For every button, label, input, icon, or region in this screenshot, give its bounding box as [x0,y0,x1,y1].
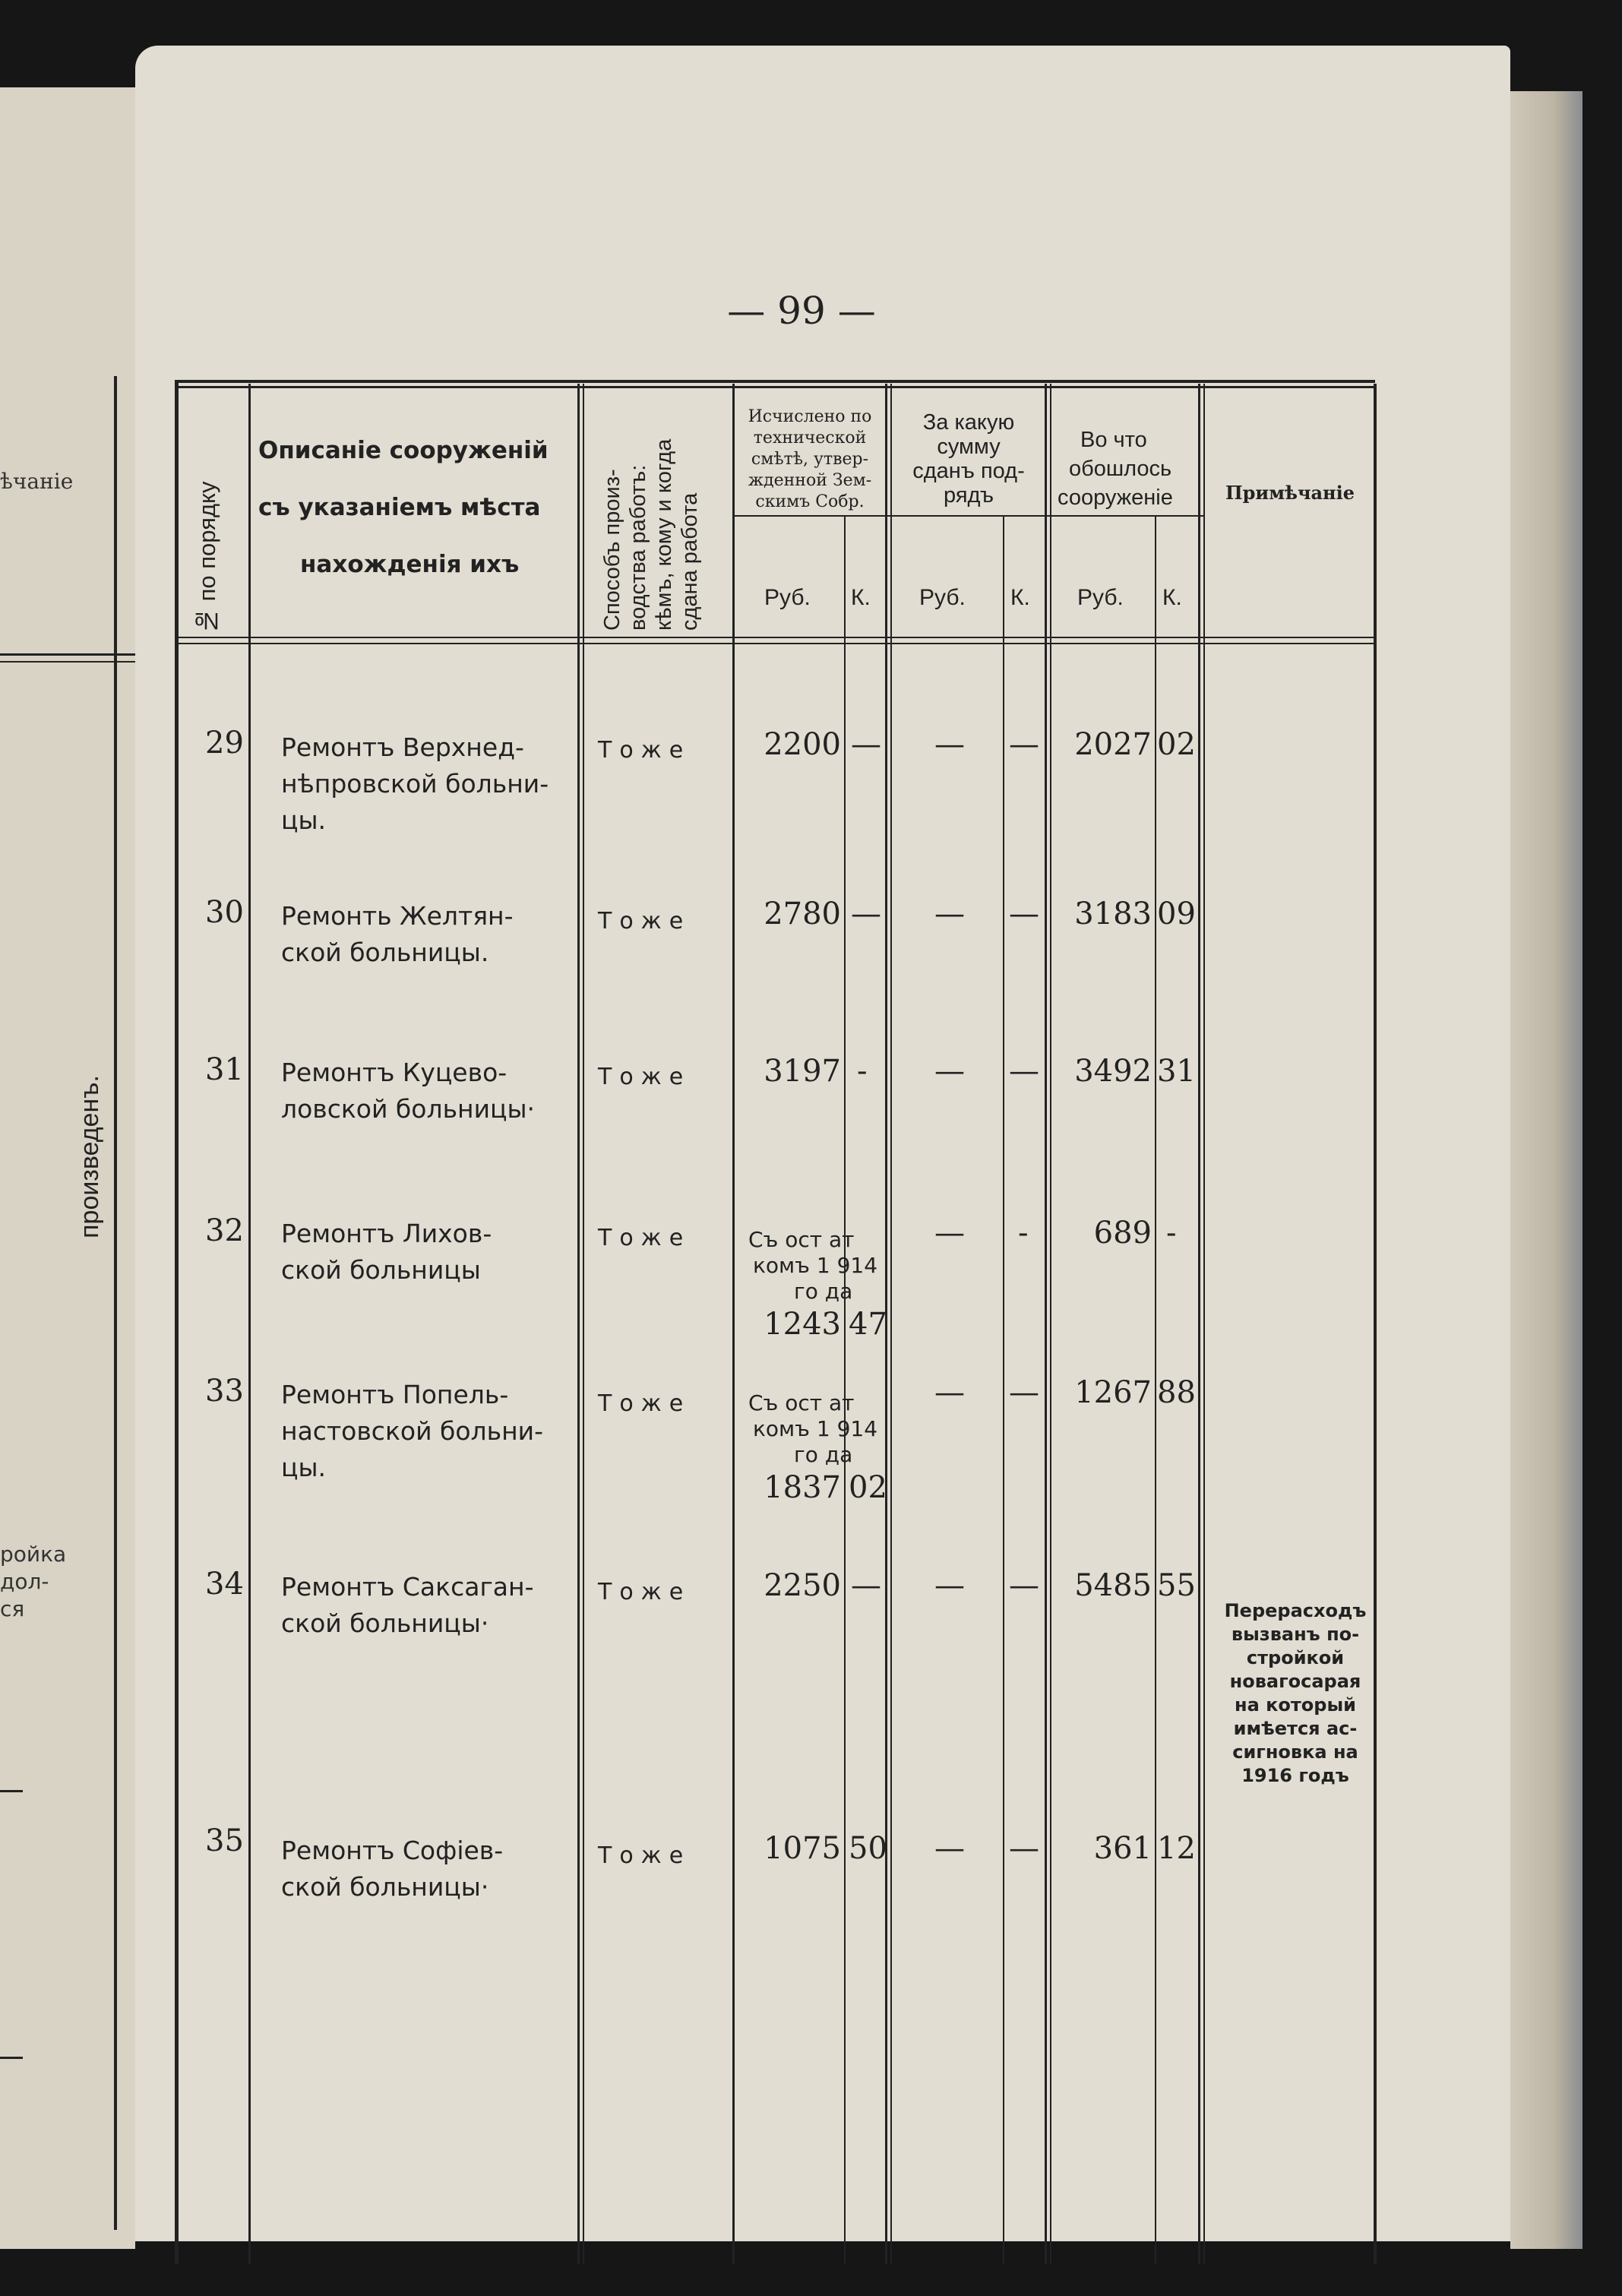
header-cost [1058,425,1173,512]
header-est-kop: К. [851,585,871,610]
row-method: Тоже [598,1225,691,1251]
note-line: вызванъ по- [1231,1624,1360,1645]
header-contract-line-2: сумму [937,435,1001,459]
est-remnant [748,1390,885,1468]
left-vertical-fragment: произведенъ. [75,1075,104,1238]
header-contract-line-4: рядъ [944,483,994,508]
cost-kop: - [1166,1216,1177,1251]
desc-line: нѣпровской больни- [281,769,549,799]
cost-rub: 5485 [1074,1568,1152,1603]
note-line: на который [1234,1694,1356,1716]
header-contract [892,410,1045,508]
note-line: стройкой [1246,1647,1345,1668]
est-rub: 2780 [764,897,841,931]
cost-kop: 12 [1157,1831,1196,1866]
header-cost-line-2: обошлось [1069,457,1172,481]
con-kop: — [1009,897,1039,931]
row-number: 29 [205,726,244,761]
header-cost-rub: Руб. [1077,585,1124,610]
row-number: 32 [205,1213,244,1248]
est-kop: — [851,727,881,762]
cost-kop: 31 [1157,1054,1196,1089]
cost-kop: 09 [1157,897,1196,931]
left-page-fragment [0,87,135,2249]
header-cost-line-3: сооруженіе [1058,485,1173,510]
row-number: 33 [205,1374,244,1409]
desc-line: Ремонтъ Лихов- [281,1219,492,1248]
row-number: 35 [205,1823,244,1858]
row-description [281,1377,577,1486]
header-estimate-line-3: смѣтѣ, утвер- [751,450,869,469]
header-method-line-4: сдана работа [678,492,702,631]
left-note-line-2: дол- [0,1569,49,1594]
desc-line: Ремонтъ Попель- [281,1380,509,1409]
est-kop: 02 [849,1470,887,1505]
header-estimate-line-4: жденной Зем- [748,471,872,490]
row-method: Тоже [598,908,691,935]
header-con-rub: Руб. [919,585,966,610]
row-description [281,1569,577,1642]
row-description [281,1055,577,1127]
cost-rub: 2027 [1074,727,1152,762]
left-note-line-1: ройка [0,1542,67,1567]
desc-line: ской больницы [281,1255,481,1285]
desc-line: ловской больницы· [281,1094,536,1124]
con-rub: — [934,897,965,931]
con-rub: — [934,1375,965,1410]
desc-line: ской больницы· [281,1608,489,1638]
cost-rub: 361 [1093,1831,1152,1866]
con-kop: — [1009,1054,1039,1089]
con-kop: — [1009,1568,1039,1603]
remnant-line: Съ ост ат [748,1227,855,1252]
cost-rub: 689 [1093,1216,1152,1251]
con-kop: - [1018,1216,1029,1251]
header-con-kop: К. [1010,585,1030,610]
header-estimate [735,406,885,513]
header-remarks: Примѣчаніе [1225,482,1355,504]
con-rub: — [934,1216,965,1251]
remnant-line: комъ 1 914 [753,1253,878,1278]
cost-rub: 3183 [1074,897,1152,931]
con-kop: — [1009,727,1039,762]
cost-kop: 88 [1157,1375,1196,1410]
row-description [281,1216,577,1289]
note-line: новагосарая [1229,1671,1361,1692]
row-number: 30 [205,895,244,930]
cost-rub: 1267 [1074,1375,1152,1410]
desc-line: Ремонтъ Куцево- [281,1058,507,1087]
desc-line: настовской больни- [281,1416,544,1446]
desc-line: Ремонтъ Саксаган- [281,1572,534,1602]
header-cost-kop: К. [1162,585,1182,610]
remnant-line: го да [794,1279,853,1304]
note-line: имѣется ас- [1233,1718,1358,1739]
cost-rub: 3492 [1074,1054,1152,1089]
desc-line: цы. [281,805,327,835]
est-rub: 2200 [764,727,841,762]
row-method: Тоже [598,1842,691,1869]
row-description [281,1833,577,1905]
header-method-line-1: Способъ произ- [600,469,624,631]
header-contract-line-1: За какую [922,410,1015,435]
remnant-line: Съ ост ат [748,1390,855,1415]
est-kop: - [857,1054,868,1089]
page-number: — 99 — [727,289,876,333]
est-remnant [748,1227,885,1305]
header-estimate-line-2: технической [753,429,867,447]
row-method: Тоже [598,1064,691,1090]
left-note-line-3: ся [0,1596,25,1621]
con-kop: — [1009,1375,1039,1410]
header-desc-line-2: съ указаніемъ мѣста [258,494,541,521]
row-description [281,898,577,971]
row-method: Тоже [598,1390,691,1417]
est-kop: 47 [849,1307,887,1342]
note-line: 1916 годъ [1241,1765,1349,1786]
desc-line: ской больницы· [281,1872,489,1902]
page [135,46,1510,2241]
page-edge [1510,91,1582,2249]
header-cost-line-1: Во что [1080,428,1147,452]
header-desc-line-1: Описаніе сооруженій [258,437,549,464]
desc-line: ской больницы. [281,938,489,967]
est-rub: 1837 [764,1470,841,1505]
est-kop: — [851,897,881,931]
con-rub: — [934,1054,965,1089]
header-estimate-line-5: скимъ Собр. [755,492,865,511]
desc-line: Ремонтъ Верхнед- [281,732,524,762]
remnant-line: комъ 1 914 [753,1416,878,1441]
con-rub: — [934,1831,965,1866]
con-kop: — [1009,1831,1039,1866]
cost-kop: 55 [1157,1568,1196,1603]
header-contract-line-3: сданъ под- [912,459,1025,483]
row-method: Тоже [598,1579,691,1605]
cost-kop: 02 [1157,727,1196,762]
con-rub: — [934,727,965,762]
header-estimate-line-1: Исчислено по [748,407,872,426]
desc-line: Ремонтъ Софіев- [281,1836,504,1865]
header-method-line-3: кѣмъ, кому и когда [652,438,676,631]
header-no: № по порядку [194,481,220,634]
row-remarks [1208,1599,1383,1788]
con-rub: — [934,1568,965,1603]
row-number: 34 [205,1567,244,1602]
header-method-line-2: водства работъ: [626,464,650,631]
est-rub: 2250 [764,1568,841,1603]
est-kop: — [851,1568,881,1603]
left-header-fragment: ѣчаніе [0,469,74,494]
note-line: Перерасходъ [1224,1600,1367,1621]
row-description [281,729,577,839]
remnant-line: го да [794,1442,853,1467]
est-rub: 3197 [764,1054,841,1089]
note-line: сигновка на [1232,1741,1358,1763]
row-method: Тоже [598,737,691,764]
est-kop: 50 [849,1831,887,1866]
header-desc-line-3: нахожденія ихъ [300,551,520,578]
est-rub: 1075 [764,1831,841,1866]
desc-line: Ремонть Желтян- [281,901,514,931]
header-est-rub: Руб. [764,585,811,610]
est-rub: 1243 [764,1307,841,1342]
desc-line: цы. [281,1453,327,1482]
row-number: 31 [205,1052,244,1087]
